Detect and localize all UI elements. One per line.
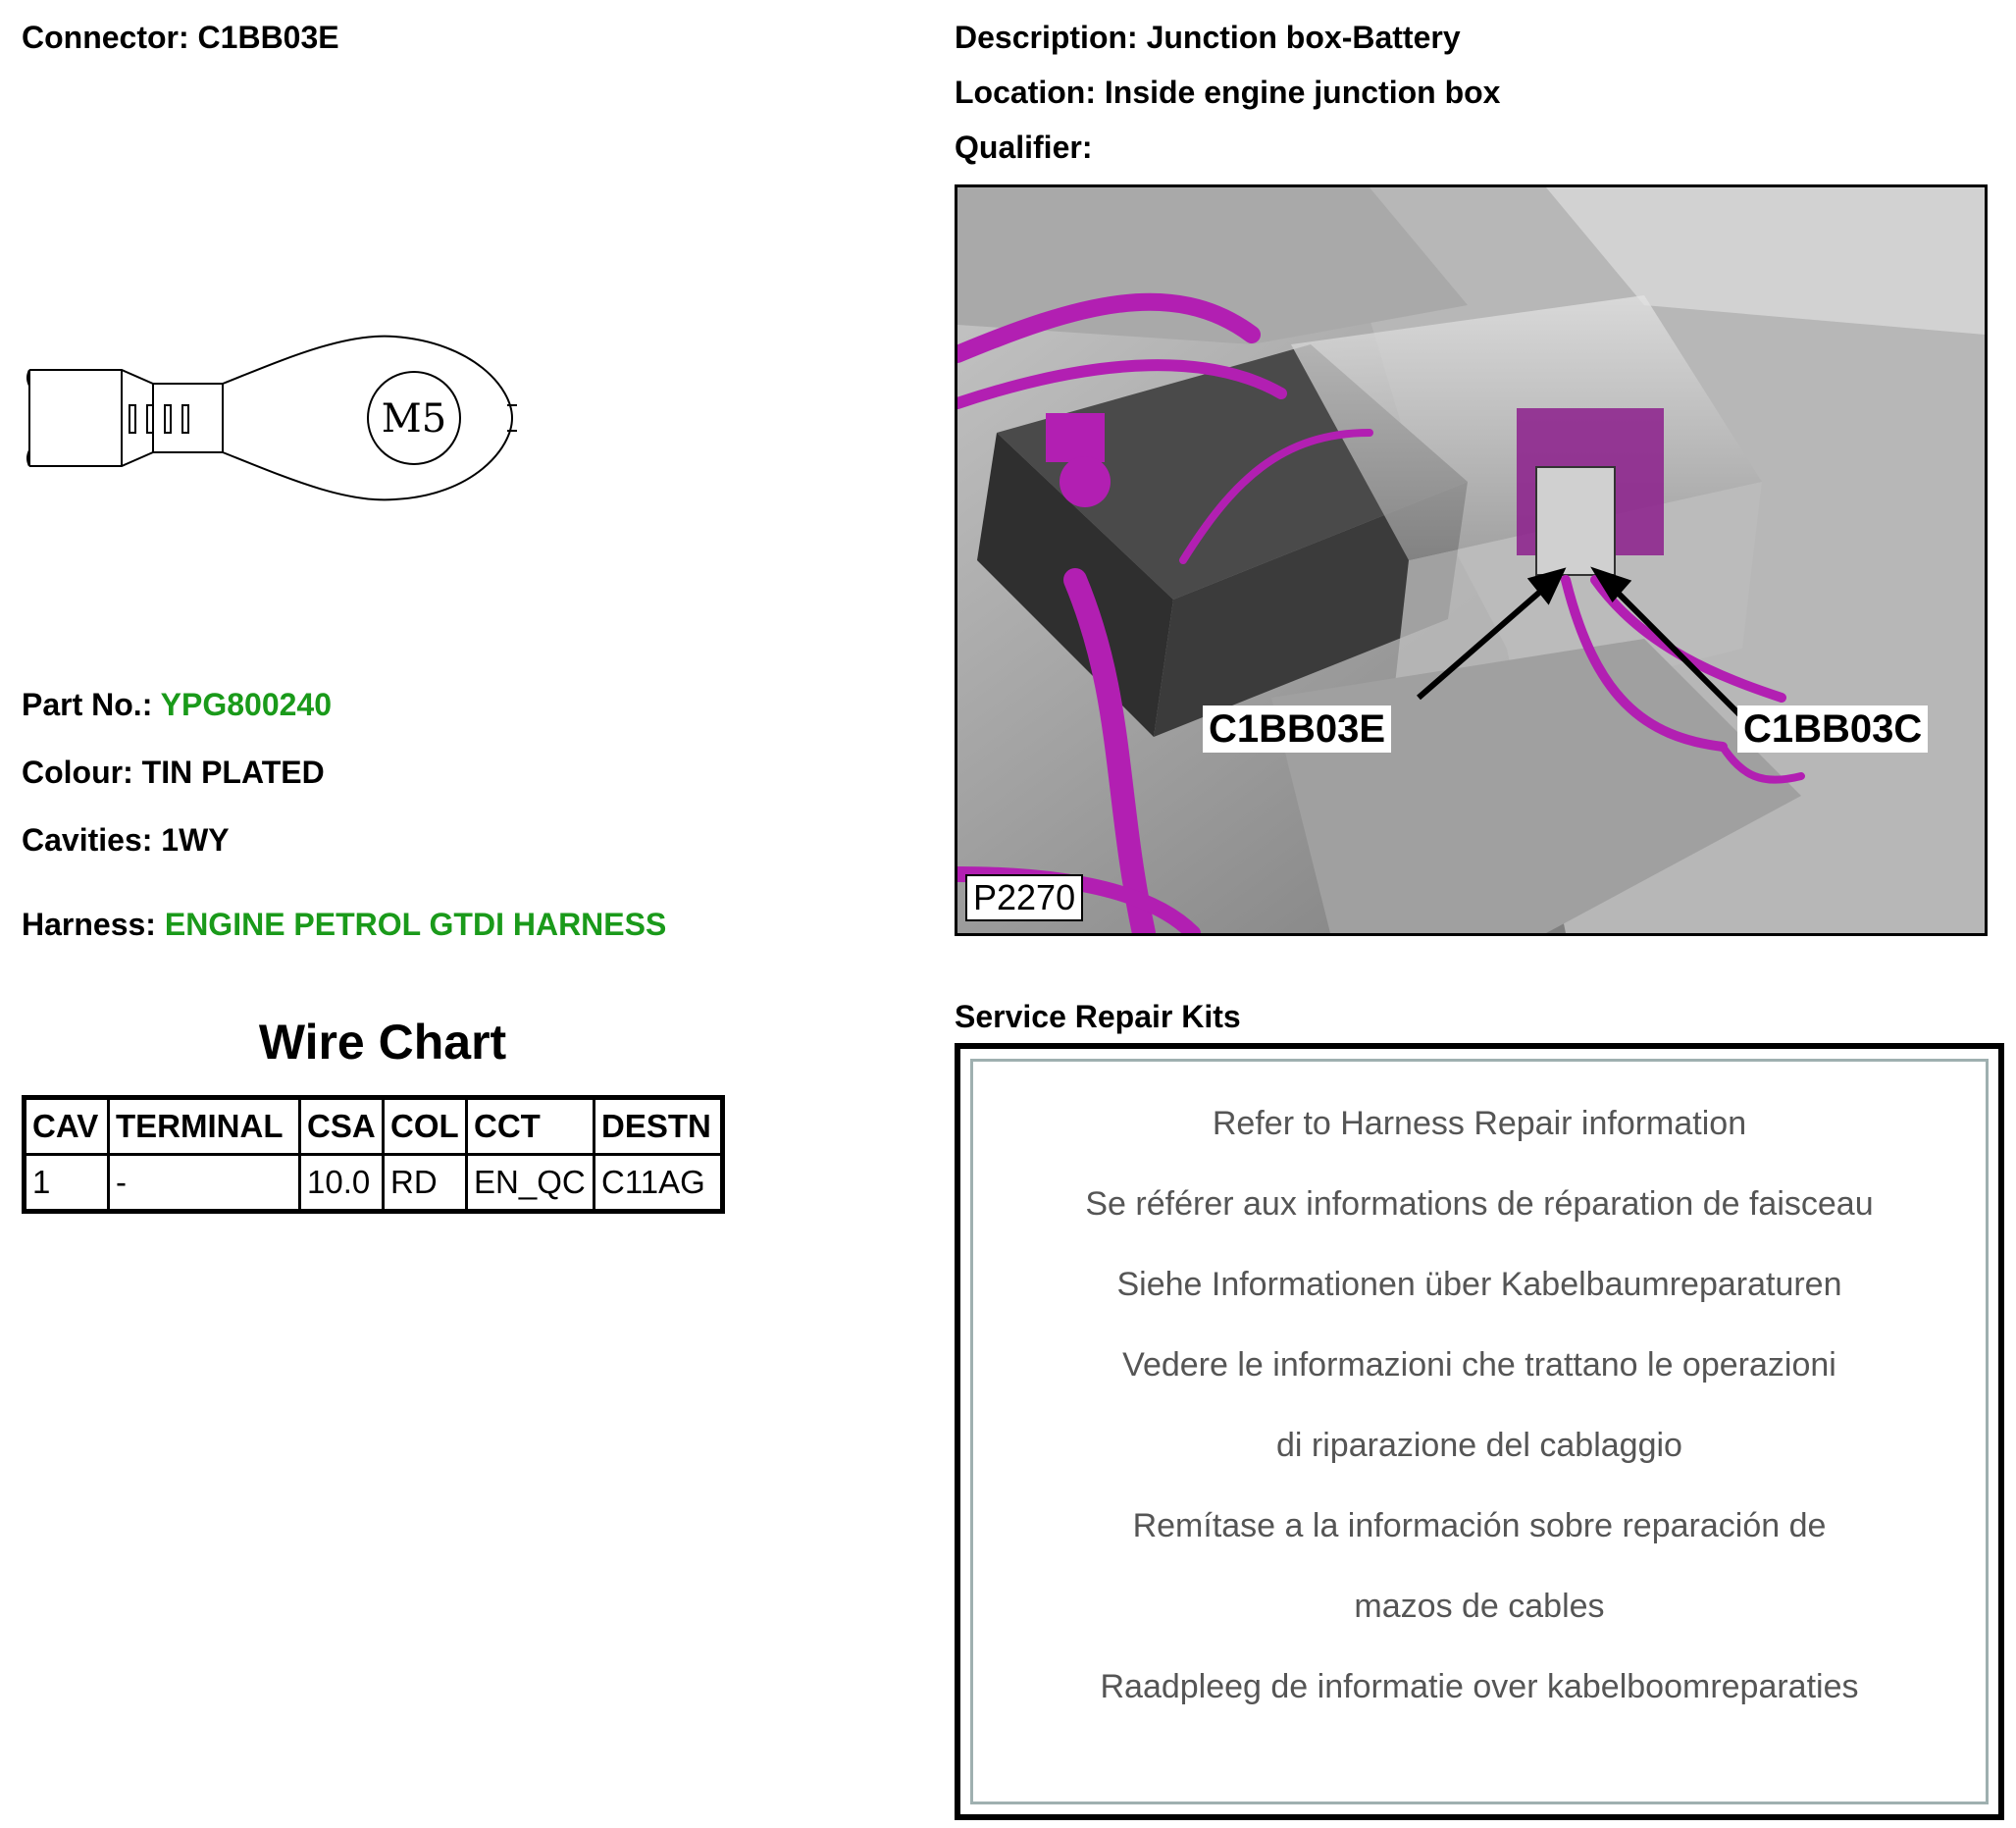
stud-size-label: M5 bbox=[381, 396, 447, 442]
part-number-label: Part No.: bbox=[22, 687, 153, 722]
connector-location-image bbox=[955, 184, 1988, 936]
description-label-text: Description: bbox=[955, 20, 1138, 55]
connector-id: C1BB03E bbox=[197, 20, 339, 55]
connector-label-text: Connector: bbox=[22, 20, 189, 55]
repair-line-en: Refer to Harness Repair information bbox=[1212, 1105, 1747, 1142]
table-row bbox=[25, 1155, 723, 1212]
callout-c1bb03c: C1BB03C bbox=[1737, 705, 1928, 753]
colour-label: Colour: bbox=[22, 755, 133, 790]
part-number bbox=[22, 685, 332, 724]
repair-line-nl: Raadpleeg de informatie over kabelboomreparaties bbox=[1100, 1668, 1859, 1705]
header-csa: CSA bbox=[300, 1098, 384, 1155]
harness bbox=[22, 905, 666, 944]
ring-terminal-drawing bbox=[22, 319, 522, 515]
repair-kits-box bbox=[955, 1043, 2004, 1820]
cavities-value: 1WY bbox=[161, 822, 230, 858]
repair-line-de: Siehe Informationen über Kabelbaumreparaturen bbox=[1116, 1266, 1842, 1303]
colour-value: TIN PLATED bbox=[141, 755, 325, 790]
location-label-text: Location: bbox=[955, 75, 1096, 110]
header-cav: CAV bbox=[25, 1098, 109, 1155]
harness-label: Harness: bbox=[22, 907, 156, 942]
repair-kits-heading: Service Repair Kits bbox=[955, 999, 1241, 1034]
harness-link[interactable]: ENGINE PETROL GTDI HARNESS bbox=[164, 907, 667, 942]
colour bbox=[22, 753, 325, 792]
connector-label bbox=[22, 18, 339, 57]
wire-chart-table bbox=[22, 1095, 725, 1214]
part-number-link[interactable]: YPG800240 bbox=[160, 687, 333, 722]
header-cct: CCT bbox=[467, 1098, 594, 1155]
description-label bbox=[955, 18, 1461, 57]
header-destn: DESTN bbox=[594, 1098, 723, 1155]
repair-line-it-2: di riparazione del cablaggio bbox=[1276, 1427, 1682, 1464]
wire-chart-title: Wire Chart bbox=[258, 1015, 507, 1070]
qualifier-label bbox=[955, 128, 1092, 167]
qualifier-label-text: Qualifier: bbox=[955, 130, 1093, 165]
cell-terminal: - bbox=[109, 1155, 300, 1212]
callout-c1bb03e: C1BB03E bbox=[1203, 705, 1391, 753]
repair-line-fr: Se référer aux informations de réparation de faisceau bbox=[1085, 1185, 1874, 1223]
location-value: Inside engine junction box bbox=[1104, 75, 1501, 110]
header-terminal: TERMINAL bbox=[109, 1098, 300, 1155]
wire-chart-header-row bbox=[25, 1098, 723, 1155]
image-ref-code: P2270 bbox=[965, 874, 1083, 921]
cell-cct: EN_QC bbox=[467, 1155, 594, 1212]
description-value: Junction box-Battery bbox=[1146, 20, 1461, 55]
cell-destn: C11AG bbox=[594, 1155, 723, 1212]
repair-line-es-2: mazos de cables bbox=[1354, 1588, 1605, 1625]
cavities bbox=[22, 820, 230, 860]
repair-kits-inner-frame bbox=[970, 1059, 1989, 1804]
repair-line-es-1: Remítase a la información sobre reparación de bbox=[1132, 1507, 1827, 1544]
engine-bay-illustration bbox=[957, 187, 1985, 933]
repair-line-it-1: Vedere le informazioni che trattano le operazioni bbox=[1122, 1346, 1836, 1384]
location-label bbox=[955, 73, 1500, 112]
cell-csa: 10.0 bbox=[300, 1155, 384, 1212]
cell-col: RD bbox=[384, 1155, 467, 1212]
header-col: COL bbox=[384, 1098, 467, 1155]
cell-cav: 1 bbox=[25, 1155, 109, 1212]
cavities-label: Cavities: bbox=[22, 822, 153, 858]
